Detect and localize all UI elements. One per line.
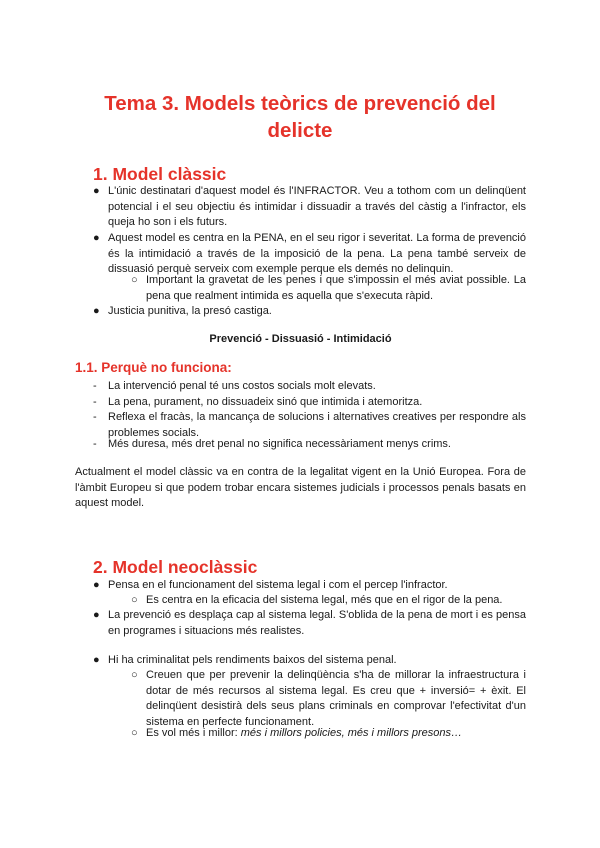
bullet-dot: ●: [93, 579, 100, 591]
dash-marker: -: [93, 411, 97, 423]
bullet-circle: ○: [131, 274, 138, 286]
body-paragraph: Actualment el model clàssic va en contra de la legalitat vigent en la Unió Europea. Fora de l'àmbit Europeu si que podem trobar encara sistemes judicials i processos penals basats en aquest model.: [75, 466, 526, 509]
list-item: L'únic destinatari d'aquest model és l'INFRACTOR. Veu a tothom com un delinqüent potencial i el seu objectiu és intimidar i dissuadir a través del càstig a l'infractor, els queja ho son i els futurs.: [108, 185, 526, 228]
dash-marker: -: [93, 396, 97, 408]
sub-list-item: [146, 726, 526, 742]
keywords-line: Prevenció - Dissuasió - Intimidació: [209, 333, 392, 345]
page-title: Tema 3. Models teòrics de prevenció del delicte: [104, 92, 496, 142]
list-item: Hi ha criminalitat pels rendiments baixos del sistema penal.: [108, 654, 397, 666]
list-item: Reflexa el fracàs, la mancança de solucions i alternatives creatives per respondre als problemes socials.: [108, 411, 526, 439]
dash-marker: -: [93, 438, 97, 450]
dash-marker: -: [93, 380, 97, 392]
bullet-dot: ●: [93, 185, 100, 197]
bullet-circle: ○: [131, 669, 138, 681]
list-item: Justicia punitiva, la presó castiga.: [108, 305, 272, 317]
sub-list-item: Creuen que per prevenir la delinqüència s'ha de millorar la infraestructura i dotar de més recursos al sistema legal. Es creu que + inversió= + èxit. El delinqüent desistirà dels seus plans criminals en comprovar l'efectivitat d'un sistema en perfecte funcionament.: [146, 669, 526, 728]
bullet-dot: ●: [93, 305, 100, 317]
sub-list-item-italic: més i millors policies, més i millors presons…: [240, 727, 463, 739]
list-item: Més duresa, més dret penal no significa necessàriament menys crims.: [108, 438, 451, 450]
list-item: Pensa en el funcionament del sistema legal i com el percep l'infractor.: [108, 579, 448, 591]
section-heading-model-neoclassic: 2. Model neoclàssic: [93, 557, 258, 577]
list-item: La pena, purament, no dissuadeix sinó que intimida i atemoritza.: [108, 396, 423, 408]
sub-list-item: Important la gravetat de les penes i que s'impossin el més aviat possible. La pena que realment intimida es aquella que s'executa ràpid.: [146, 274, 526, 302]
list-item: Aquest model es centra en la PENA, en el seu rigor i severitat. La forma de prevenció és la intimidació a través de la imposició de la pena. La pena també serveix de dissuasió perquè serveix com exemple perque els demés no delinquin.: [108, 232, 526, 275]
list-item: La intervenció penal té uns costos socials molt elevats.: [108, 380, 376, 392]
sub-list-item-lead: Es vol més i millor:: [146, 727, 241, 739]
bullet-circle: ○: [131, 594, 138, 606]
bullet-circle: ○: [131, 727, 138, 739]
sub-list-item: Es centra en la eficacia del sistema legal, més que en el rigor de la pena.: [146, 594, 503, 606]
list-item: La prevenció es desplaça cap al sistema legal. S'oblida de la pena de mort i es pensa en programes i situacions més realistes.: [108, 609, 526, 637]
bullet-dot: ●: [93, 232, 100, 244]
bullet-dot: ●: [93, 654, 100, 666]
subsection-heading-why-not-works: 1.1. Perquè no funciona:: [75, 360, 232, 375]
bullet-dot: ●: [93, 609, 100, 621]
section-heading-model-classic: 1. Model clàssic: [93, 164, 227, 184]
